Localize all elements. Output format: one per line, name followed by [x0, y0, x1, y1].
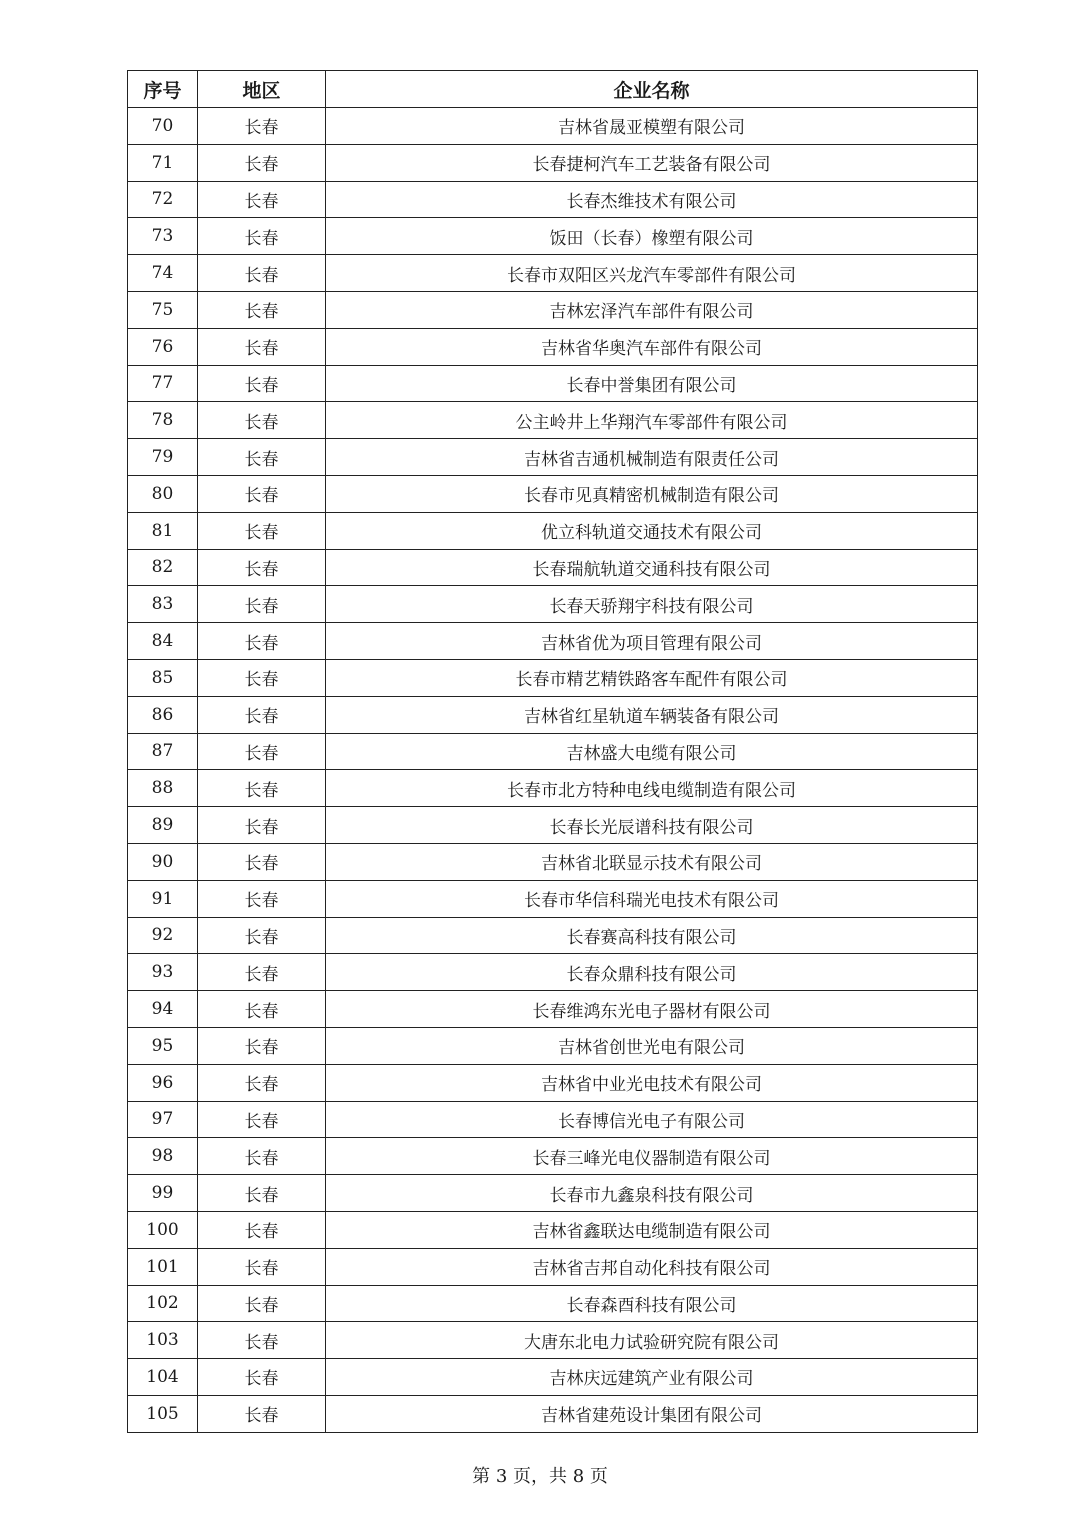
cell-enterprise-name: 吉林省吉邦自动化科技有限公司	[326, 1248, 978, 1285]
cell-seq: 83	[128, 586, 198, 623]
cell-enterprise-name: 吉林省晟亚模塑有限公司	[326, 108, 978, 145]
cell-seq: 95	[128, 1027, 198, 1064]
cell-region: 长春	[198, 1064, 326, 1101]
cell-region: 长春	[198, 1248, 326, 1285]
table-row	[128, 291, 978, 328]
cell-enterprise-name: 长春捷柯汽车工艺装备有限公司	[326, 144, 978, 181]
cell-enterprise-name: 长春长光辰谱科技有限公司	[326, 807, 978, 844]
cell-enterprise-name: 吉林省北联显示技术有限公司	[326, 843, 978, 880]
table-row	[128, 659, 978, 696]
table-row	[128, 586, 978, 623]
cell-seq: 100	[128, 1211, 198, 1248]
cell-seq: 93	[128, 954, 198, 991]
table-row	[128, 402, 978, 439]
cell-enterprise-name: 长春维鸿东光电子器材有限公司	[326, 991, 978, 1028]
header-region: 地区	[198, 71, 326, 108]
cell-enterprise-name: 吉林省中业光电技术有限公司	[326, 1064, 978, 1101]
cell-enterprise-name: 长春瑞航轨道交通科技有限公司	[326, 549, 978, 586]
cell-enterprise-name: 吉林省建苑设计集团有限公司	[326, 1395, 978, 1432]
cell-seq: 98	[128, 1138, 198, 1175]
cell-seq: 92	[128, 917, 198, 954]
cell-seq: 90	[128, 843, 198, 880]
cell-region: 长春	[198, 807, 326, 844]
table-row	[128, 475, 978, 512]
cell-seq: 72	[128, 181, 198, 218]
table-row	[128, 991, 978, 1028]
cell-seq: 75	[128, 291, 198, 328]
table-row	[128, 696, 978, 733]
cell-seq: 94	[128, 991, 198, 1028]
table-row	[128, 1285, 978, 1322]
cell-region: 长春	[198, 365, 326, 402]
cell-region: 长春	[198, 696, 326, 733]
table-row	[128, 1138, 978, 1175]
cell-seq: 99	[128, 1175, 198, 1212]
cell-enterprise-name: 长春三峰光电仪器制造有限公司	[326, 1138, 978, 1175]
header-enterprise-name: 企业名称	[326, 71, 978, 108]
cell-seq: 80	[128, 475, 198, 512]
table-row	[128, 181, 978, 218]
cell-seq: 82	[128, 549, 198, 586]
cell-enterprise-name: 优立科轨道交通技术有限公司	[326, 512, 978, 549]
cell-seq: 78	[128, 402, 198, 439]
table-row	[128, 1027, 978, 1064]
table-row	[128, 108, 978, 145]
cell-enterprise-name: 长春天骄翔宇科技有限公司	[326, 586, 978, 623]
table-row	[128, 843, 978, 880]
cell-seq: 88	[128, 770, 198, 807]
table-row	[128, 917, 978, 954]
table-row	[128, 954, 978, 991]
enterprise-table	[127, 70, 978, 1433]
cell-seq: 105	[128, 1395, 198, 1432]
table-row	[128, 880, 978, 917]
cell-region: 长春	[198, 181, 326, 218]
cell-seq: 81	[128, 512, 198, 549]
cell-seq: 86	[128, 696, 198, 733]
cell-enterprise-name: 长春赛高科技有限公司	[326, 917, 978, 954]
cell-region: 长春	[198, 843, 326, 880]
cell-seq: 79	[128, 439, 198, 476]
cell-enterprise-name: 长春众鼎科技有限公司	[326, 954, 978, 991]
cell-enterprise-name: 大唐东北电力试验研究院有限公司	[326, 1322, 978, 1359]
cell-enterprise-name: 吉林省鑫联达电缆制造有限公司	[326, 1211, 978, 1248]
cell-enterprise-name: 饭田（长春）橡塑有限公司	[326, 218, 978, 255]
cell-region: 长春	[198, 1395, 326, 1432]
cell-enterprise-name: 长春博信光电子有限公司	[326, 1101, 978, 1138]
cell-region: 长春	[198, 1359, 326, 1396]
cell-enterprise-name: 长春市双阳区兴龙汽车零部件有限公司	[326, 255, 978, 292]
cell-enterprise-name: 吉林宏泽汽车部件有限公司	[326, 291, 978, 328]
table-row	[128, 733, 978, 770]
table-row	[128, 1322, 978, 1359]
cell-seq: 96	[128, 1064, 198, 1101]
cell-enterprise-name: 公主岭井上华翔汽车零部件有限公司	[326, 402, 978, 439]
table-header-row	[128, 71, 978, 108]
table-row	[128, 1064, 978, 1101]
cell-seq: 97	[128, 1101, 198, 1138]
cell-region: 长春	[198, 917, 326, 954]
cell-region: 长春	[198, 1175, 326, 1212]
table-body	[128, 108, 978, 1433]
table-row	[128, 255, 978, 292]
cell-enterprise-name: 吉林盛大电缆有限公司	[326, 733, 978, 770]
cell-enterprise-name: 长春市九鑫泉科技有限公司	[326, 1175, 978, 1212]
cell-region: 长春	[198, 1211, 326, 1248]
cell-enterprise-name: 吉林省优为项目管理有限公司	[326, 623, 978, 660]
cell-seq: 87	[128, 733, 198, 770]
cell-region: 长春	[198, 954, 326, 991]
cell-enterprise-name: 长春中誉集团有限公司	[326, 365, 978, 402]
table-row	[128, 365, 978, 402]
table-row	[128, 1211, 978, 1248]
cell-seq: 77	[128, 365, 198, 402]
cell-region: 长春	[198, 291, 326, 328]
cell-enterprise-name: 吉林省创世光电有限公司	[326, 1027, 978, 1064]
table-row	[128, 144, 978, 181]
cell-seq: 74	[128, 255, 198, 292]
cell-seq: 84	[128, 623, 198, 660]
cell-region: 长春	[198, 586, 326, 623]
cell-region: 长春	[198, 659, 326, 696]
table-row	[128, 1395, 978, 1432]
cell-seq: 103	[128, 1322, 198, 1359]
cell-seq: 102	[128, 1285, 198, 1322]
cell-seq: 91	[128, 880, 198, 917]
cell-enterprise-name: 长春市华信科瑞光电技术有限公司	[326, 880, 978, 917]
header-seq: 序号	[128, 71, 198, 108]
table-row	[128, 1359, 978, 1396]
cell-region: 长春	[198, 475, 326, 512]
cell-region: 长春	[198, 512, 326, 549]
cell-seq: 85	[128, 659, 198, 696]
table-row	[128, 439, 978, 476]
cell-enterprise-name: 长春森酉科技有限公司	[326, 1285, 978, 1322]
cell-seq: 73	[128, 218, 198, 255]
table-row	[128, 218, 978, 255]
table-row	[128, 1248, 978, 1285]
table-row	[128, 328, 978, 365]
cell-region: 长春	[198, 402, 326, 439]
cell-enterprise-name: 长春市北方特种电线电缆制造有限公司	[326, 770, 978, 807]
cell-region: 长春	[198, 255, 326, 292]
table-row	[128, 623, 978, 660]
cell-enterprise-name: 长春市精艺精铁路客车配件有限公司	[326, 659, 978, 696]
cell-seq: 76	[128, 328, 198, 365]
cell-region: 长春	[198, 1138, 326, 1175]
cell-region: 长春	[198, 880, 326, 917]
table-row	[128, 512, 978, 549]
cell-region: 长春	[198, 1027, 326, 1064]
cell-enterprise-name: 吉林省吉通机械制造有限责任公司	[326, 439, 978, 476]
cell-region: 长春	[198, 439, 326, 476]
cell-region: 长春	[198, 549, 326, 586]
cell-seq: 104	[128, 1359, 198, 1396]
cell-enterprise-name: 吉林省红星轨道车辆装备有限公司	[326, 696, 978, 733]
table-row	[128, 1101, 978, 1138]
cell-region: 长春	[198, 623, 326, 660]
cell-region: 长春	[198, 991, 326, 1028]
cell-seq: 71	[128, 144, 198, 181]
cell-region: 长春	[198, 1101, 326, 1138]
cell-region: 长春	[198, 770, 326, 807]
cell-enterprise-name: 长春市见真精密机械制造有限公司	[326, 475, 978, 512]
cell-enterprise-name: 吉林庆远建筑产业有限公司	[326, 1359, 978, 1396]
cell-seq: 89	[128, 807, 198, 844]
cell-region: 长春	[198, 1285, 326, 1322]
cell-region: 长春	[198, 218, 326, 255]
page-number: 第 3 页，共 8 页	[472, 1466, 608, 1487]
cell-region: 长春	[198, 144, 326, 181]
table-row	[128, 807, 978, 844]
cell-seq: 101	[128, 1248, 198, 1285]
cell-region: 长春	[198, 328, 326, 365]
table-row	[128, 770, 978, 807]
cell-region: 长春	[198, 108, 326, 145]
table-row	[128, 549, 978, 586]
cell-enterprise-name: 长春杰维技术有限公司	[326, 181, 978, 218]
cell-region: 长春	[198, 733, 326, 770]
table-row	[128, 1175, 978, 1212]
cell-enterprise-name: 吉林省华奥汽车部件有限公司	[326, 328, 978, 365]
cell-region: 长春	[198, 1322, 326, 1359]
cell-seq: 70	[128, 108, 198, 145]
